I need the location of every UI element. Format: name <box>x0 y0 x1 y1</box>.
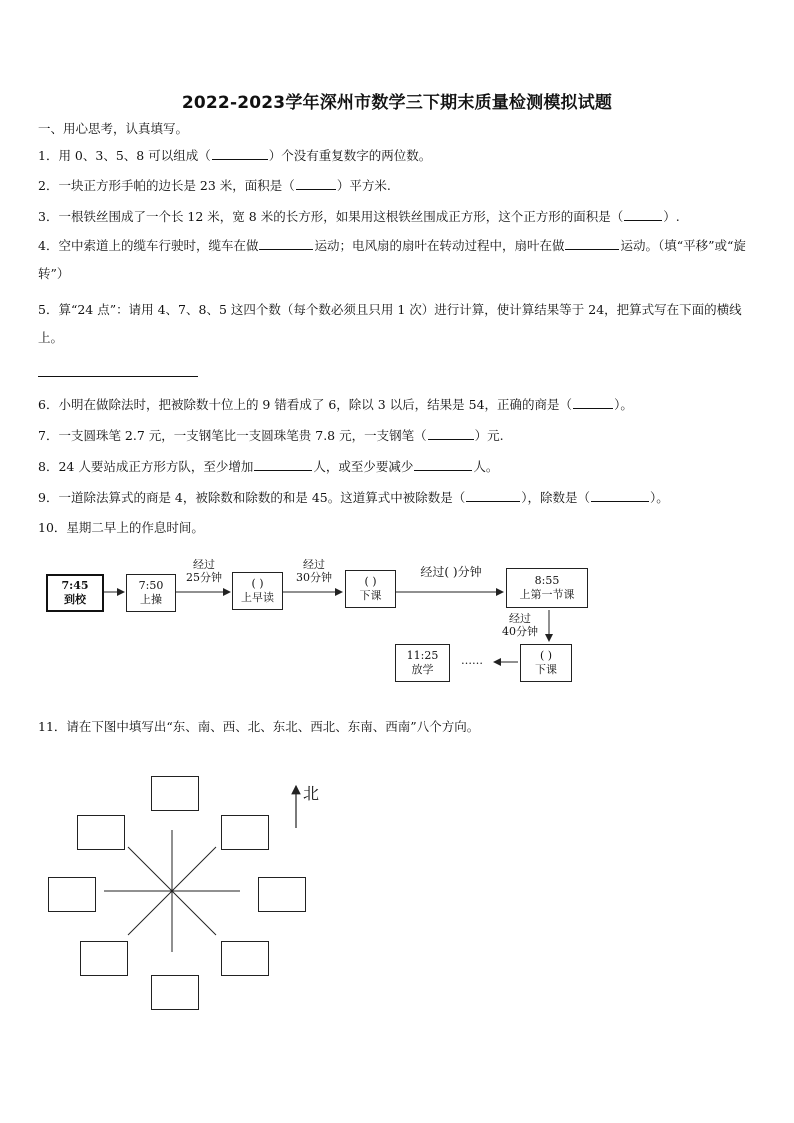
arrow-label-30min: 经过 30分钟 <box>296 558 332 584</box>
schedule-box-morning-reading[interactable]: ( ) 上早读 <box>232 572 283 610</box>
section-heading: 一、用心思考，认真填写。 <box>38 121 189 136</box>
answer-blank[interactable] <box>624 207 662 221</box>
direction-box-n[interactable] <box>151 776 199 811</box>
answer-blank[interactable] <box>212 146 268 160</box>
schedule-box-first-class: 8:55 上第一节课 <box>506 568 588 608</box>
direction-box-e[interactable] <box>258 877 306 912</box>
schedule-box-exercise: 7:50 上操 <box>126 574 176 612</box>
answer-blank[interactable] <box>254 457 312 471</box>
answer-blank[interactable] <box>259 236 313 250</box>
question-3: 3．一根铁丝围成了一个长 12 米，宽 8 米的长方形，如果用这根铁丝围成正方形，这个正方形的面积是（ ）. <box>38 209 680 224</box>
question-9: 9．一道除法算式的商是 4，被除数和除数的和是 45。这道算式中被除数是（ ），除数是（ ）。 <box>38 490 669 505</box>
answer-line[interactable] <box>38 376 198 377</box>
schedule-box-break-1[interactable]: ( ) 下课 <box>345 570 396 608</box>
answer-blank[interactable] <box>414 457 472 471</box>
direction-box-se[interactable] <box>221 941 269 976</box>
north-label: 北 <box>303 784 320 803</box>
answer-blank[interactable] <box>428 426 474 440</box>
direction-box-nw[interactable] <box>77 815 125 850</box>
answer-blank[interactable] <box>466 488 520 502</box>
direction-box-ne[interactable] <box>221 815 269 850</box>
answer-blank[interactable] <box>296 176 336 190</box>
question-7: 7．一支圆珠笔 2.7 元，一支钢笔比一支圆珠笔贵 7.8 元，一支钢笔（ ）元. <box>38 428 504 443</box>
schedule-box-dismissal: 11:25 放学 <box>395 644 450 682</box>
direction-box-sw[interactable] <box>80 941 128 976</box>
answer-blank[interactable] <box>573 395 613 409</box>
question-5: 5．算“24 点”：请用 4、7、8、5 这四个数（每个数必须且只用 1 次）进行计算，使计算结果等于 24，把算式写在下面的横线上。 <box>38 302 742 345</box>
schedule-box-arrive: 7:45 到校 <box>46 574 104 612</box>
question-8: 8．24 人要站成正方形方队，至少增加 人，或至少要减少 人。 <box>38 459 499 474</box>
arrow-label-25min: 经过 25分钟 <box>186 558 222 584</box>
question-11: 11．请在下图中填写出“东、南、西、北、东北、西北、东南、西南”八个方向。 <box>38 719 480 734</box>
answer-blank[interactable] <box>591 488 649 502</box>
question-10: 10．星期二早上的作息时间。 <box>38 520 204 535</box>
arrow-label-unknown-min: 经过( )分钟 <box>420 565 482 579</box>
question-4: 4．空中索道上的缆车行驶时，缆车在做 运动；电风扇的扇叶在转动过程中，扇叶在做 运动。（填“平移”或“旋转”） <box>38 238 746 281</box>
question-6: 6．小明在做除法时，把被除数十位上的 9 错看成了 6，除以 3 以后，结果是 54，正确的商是（ ）。 <box>38 397 633 412</box>
direction-box-s[interactable] <box>151 975 199 1010</box>
answer-blank[interactable] <box>565 236 619 250</box>
ellipsis: …… <box>461 654 483 667</box>
question-1: 1．用 0、3、5、8 可以组成（ ）个没有重复数字的两位数。 <box>38 148 432 163</box>
direction-box-w[interactable] <box>48 877 96 912</box>
arrow-label-40min: 经过 40分钟 <box>502 612 538 638</box>
schedule-box-break-2[interactable]: ( ) 下课 <box>520 644 572 682</box>
page-title: 2022-2023学年深州市数学三下期末质量检测模拟试题 <box>181 93 613 113</box>
question-2: 2．一块正方形手帕的边长是 23 米，面积是（ ）平方米. <box>38 178 391 193</box>
